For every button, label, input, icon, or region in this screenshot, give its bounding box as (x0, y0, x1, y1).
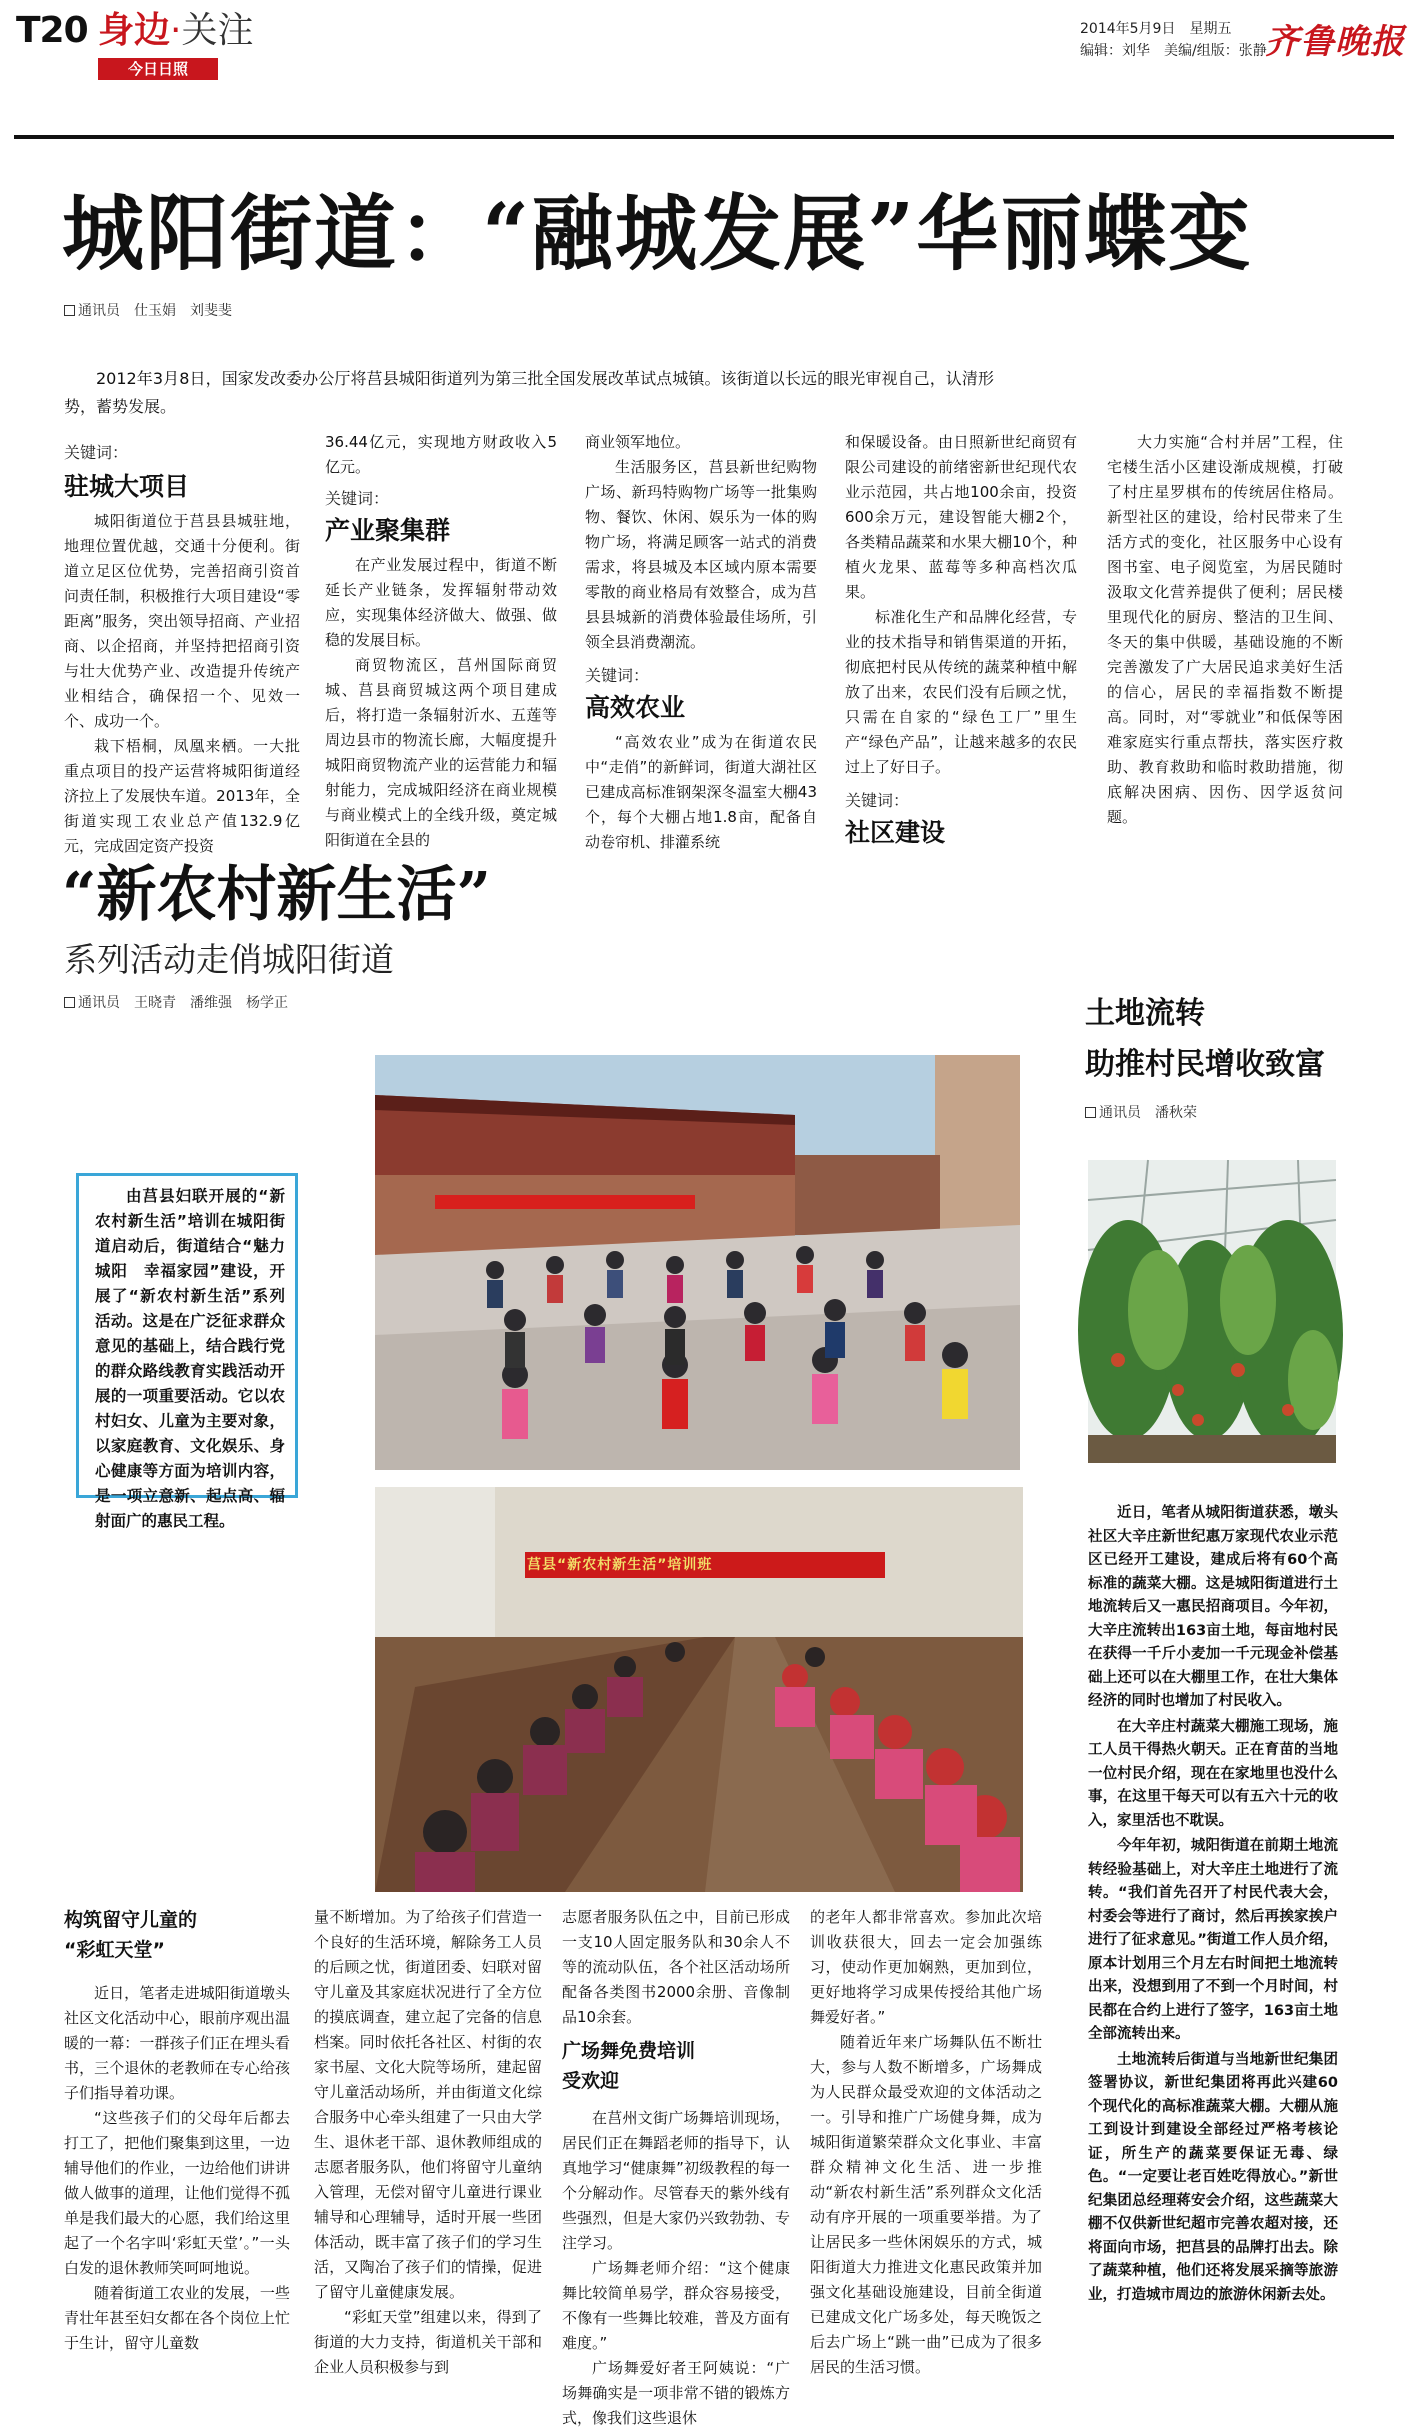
feature-callout (76, 1173, 298, 1530)
section-sub: 今日日照 (127, 60, 188, 78)
feature-col-2 (314, 1905, 542, 2375)
header-rule (14, 135, 1394, 139)
col2-text2: 在产业发展过程中，街道不断延长产业链条，发挥辐射带动效应，实现集体经济做大、做强、做稳的发展目标。 (325, 556, 557, 649)
col5-text: 大力实施“合村并居”工程，住宅楼生活小区建设渐成规模，打破了村庄星罗棋布的传统居住格局。新型社区的建设，给村民带来了生活方式的变化，社区服务中心设有图书室、电子阅览室，为居民随时汲取文化营养提供了便利；居民楼里现代化的厨房、整洁的卫生间、冬天的集中供暖，基础设施的不断完善激发了广大居民追求美好生活的信心，居民的幸福指数不断提高。同时，对“零就业”和低保等困难家庭实行重点帮扶，落实医疗救助、教育救助和临时救助措施，彻底解决困病、因伤、因学返贫问题。 (1107, 433, 1343, 826)
side-headline-b: 助推村民增收致富 (1085, 1047, 1325, 1082)
header-meta (1080, 18, 1267, 62)
byline-box-icon (64, 305, 75, 316)
section-light: 关注 (181, 10, 254, 51)
b1-text3: 随着街道工农业的发展，一些青壮年甚至妇女都在各个岗位上忙于生计，留守儿童数 (64, 2284, 290, 2352)
b3-text4: 广场舞爱好者王阿姨说：“广场舞确实是一项非常不错的锻炼方式，像我们这些退休 (562, 2359, 790, 2427)
section-sub-bar (98, 58, 218, 80)
sub2-title-a: 广场舞免费培训 (562, 2040, 696, 2062)
photo-greenhouse (1088, 1160, 1336, 1463)
kw3-label: 关键词： (585, 666, 650, 685)
editor-credit: 编辑：刘华 (1080, 43, 1150, 59)
callout-text: 由莒县妇联开展的“新农村新生活”培训在城阳街道启动后，街道结合“魅力城阳 幸福家园”建设，开展了“新农村新生活”系列活动。这是在广泛征求群众意见的基础上，结合践行党的群众路线教育实践活动开展的一项重要活动。它以农村妇女、儿童为主要对象，以家庭教育、文化娱乐、身心健康等方面为培训内容，是一项立意新、起点高、辐射面广的惠民工程。 (95, 1187, 285, 1530)
byline-box-icon (64, 997, 75, 1008)
feature-col-1 (64, 1905, 290, 2375)
lead-col-1 (64, 440, 300, 855)
b2-text2: “彩虹天堂”组建以来，得到了街道的大力支持，街道机关干部和企业人员积极参与到 (314, 2308, 542, 2376)
photo-training-class (375, 1487, 1023, 1892)
b3-text: 志愿者服务队伍之中，目前已形成一支10人固定服务队和30余人不等的流动队伍，各个社区活动场所配备各类图书2000余册、音像制品10余套。 (562, 1908, 790, 2026)
issue-weekday: 星期五 (1189, 21, 1232, 37)
lead-headline: 城阳街道：“融城发展”华丽蝶变 (62, 186, 1253, 282)
feature-subhead: 系列活动走俏城阳街道 (64, 940, 394, 979)
kw2-title: 产业聚集群 (325, 516, 451, 545)
col1-text: 城阳街道位于莒县县城驻地，地理位置优越，交通十分便利。街道立足区位优势，完善招商引资首问责任制，积极推行大项目建设“零距离”服务，突出领导招商、产业招商、以企招商，并坚持把招商引资与壮大优势产业、改造提升传统产业相结合，确保招一个、见效一个、成功一个。 (64, 512, 300, 730)
side-text4: 土地流转后街道与当地新世纪集团签署协议，新世纪集团将再此兴建60个现代化的高标准蔬菜大棚。大棚从施工到设计到建设全部经过严格考核论证，所生产的蔬菜要保证无毒、绿色。“一定要让老百姓吃得放心。”新世纪集团总经理蒋安会介绍，这些蔬菜大棚不仅供新世纪超市完善农超对接，还将面向市场，把莒县的品牌打出去。除了蔬菜种植，他们还将发展采摘等旅游业，打造城市周边的旅游休闲新去处。 (1088, 2051, 1338, 2303)
col1-text2: 栽下梧桐，凤凰来栖。一大批重点项目的投产运营将城阳街道经济拉上了发展快车道。2013年，全街道实现工农业总产值132.9亿元，完成固定资产投资 (64, 737, 300, 855)
side-byline-text: 通讯员 潘秋荣 (1099, 1105, 1197, 1121)
side-headline-a: 土地流转 (1085, 996, 1205, 1031)
section-bold: 身边 (98, 10, 171, 51)
side-text1: 近日，笔者从城阳街道获悉，墩头社区大辛庄新世纪惠万家现代农业示范区已经开工建设，建成后将有60个高标准的蔬菜大棚。这是城阳街道进行土地流转后又一惠民招商项目。今年初，大辛庄流转出163亩土地，每亩地村民在获得一千斤小麦加一千元现金补偿基础上还可以在大棚里工作，在壮大集体经济的同时也增加了村民收入。 (1088, 1505, 1338, 1709)
side-text3: 今年年初，城阳街道在前期土地流转经验基础上，对大辛庄土地进行了流转。“我们首先召开了村民代表大会，村委会等进行了商讨，然后再挨家挨户进行了征求意见。”街道工作人员介绍，原本计划用三个月左右时间把土地流转出来，没想到用了不到一个月时间，村民都在合约上进行了签字，163亩土地全部流转出来。 (1088, 1838, 1338, 2042)
lead-col-4 (845, 430, 1077, 847)
issue-date: 2014年5月9日 (1080, 21, 1176, 37)
b3-text2: 在莒州文街广场舞培训现场，居民们正在舞蹈老师的指导下，认真地学习“健康舞”初级教程的每一个分解动作。尽管春天的紫外线有些强烈，但是大家仍兴致勃勃、专注学习。 (562, 2109, 790, 2252)
kw2-label: 关键词： (325, 489, 390, 508)
photo2-banner: 莒县“新农村新生活”培训班 (527, 1557, 713, 1573)
photo-square-dance (375, 1055, 1020, 1470)
lead-col-2 (325, 430, 557, 849)
page-header (0, 0, 1409, 100)
byline-box-icon (1085, 1107, 1096, 1118)
kw1-title: 驻城大项目 (64, 472, 190, 501)
kw1-label: 关键词： (64, 443, 129, 462)
kw3-title: 高效农业 (585, 693, 686, 722)
masthead-logo: 齐鲁晚报 (1265, 22, 1405, 62)
col3-text3: “高效农业”成为在街道农民中“走俏”的新鲜词，街道大湖社区已建成高标准钢架深冬温室大棚43个，每个大棚占地1.8亩，配备自动卷帘机、排灌系统 (585, 733, 817, 851)
sub1-title-a: 构筑留守儿童的 (64, 1909, 198, 1931)
square-dance-image (375, 1055, 1020, 1470)
sub2-title-b: 受欢迎 (562, 2070, 620, 2092)
b4-text2: 随着近年来广场舞队伍不断壮大，参与人数不断增多，广场舞成为人民群众最受欢迎的文体活动之一。引导和推广广场健身舞，成为城阳街道繁荣群众文化事业、丰富群众精神文化生活、进一步推动“新农村新生活”系列群众文化活动有序开展的一项重要举措。为了让居民多一些休闲娱乐的方式，城阳街道大力推进文化惠民政策并加强文化基础设施建设，目前全街道已建成文化广场多处，每天晚饭之后去广场上“跳一曲”已成为了很多居民的生活习惯。 (810, 2033, 1042, 2376)
designer-credit: 美编/组版：张静 (1164, 43, 1267, 59)
side-byline (1085, 1102, 1197, 1122)
section-title (98, 10, 253, 52)
lead-col-5 (1107, 430, 1343, 825)
greenhouse-image (1088, 1160, 1336, 1463)
feature-byline (64, 992, 288, 1012)
feature-byline-text: 通讯员 王晓青 潘维强 杨学正 (78, 995, 288, 1011)
side-text2: 在大辛庄村蔬菜大棚施工现场，施工人员干得热火朝天。正在育苗的当地一位村民介绍，现在在家地里也没什么事，在这里干每天可以有五六十元的收入，家里活也不耽误。 (1088, 1718, 1338, 1829)
lead-byline-text: 通讯员 仕玉娟 刘斐斐 (78, 303, 232, 319)
kw4-label: 关键词： (845, 791, 910, 810)
col4-text: 和保暖设备。由日照新世纪商贸有限公司建设的前绪密新世纪现代农业示范园，共占地100余亩，投资600余万元，建设智能大棚2个，各类精品蔬菜和水果大棚10个，种植火龙果、蓝莓等多种高档次瓜果。 (845, 433, 1077, 601)
b4-text: 的老年人都非常喜欢。参加此次培训收获很大，回去一定会加强练习，使动作更加娴熟，更加到位，更好地将学习成果传授给其他广场舞爱好者。” (810, 1908, 1042, 2026)
feature-col-3 (562, 1905, 790, 2427)
col4-text2: 标准化生产和品牌化经营，专业的技术指导和销售渠道的开拓，彻底把村民从传统的蔬菜种植中解放了出来，农民们没有后顾之忧，只需在自家的“绿色工厂”里生产“绿色产品”，让越来越多的农民过上了好日子。 (845, 608, 1077, 776)
side-body (1088, 1502, 1338, 2382)
col3-text: 商业领军地位。 (585, 433, 691, 451)
lead-byline (64, 300, 232, 320)
b2-text: 量不断增加。为了给孩子们营造一个良好的生活环境，解除务工人员的后顾之忧，街道团委、妇联对留守儿童及其家庭状况进行了全方位的摸底调查，建立起了完备的信息档案。同时依托各社区、村街的农家书屋、文化大院等场所，建起留守儿童活动场所，并由街道文化综合服务中心牵头组建了一只由大学生、退休老干部、退休教师组成的志愿者服务队，他们将留守儿童纳入管理，无偿对留守儿童进行课业辅导和心理辅导，适时开展一些团体活动，既丰富了孩子们的学习生活，又陶冶了孩子们的情操，促进了留守儿童健康发展。 (314, 1908, 542, 2301)
kw4-title: 社区建设 (845, 818, 946, 847)
lead-intro: 2012年3月8日，国家发改委办公厅将莒县城阳街道列为第三批全国发展改革试点城镇。该街道以长远的眼光审视自己，认清形势，蓄势发展。 (64, 369, 994, 416)
b1-text2: “这些孩子们的父母年后都去打工了，把他们聚集到这里，一边辅导他们的作业，一边给他们讲讲做人做事的道理，让他们觉得不孤单是我们最大的心愿，我们给这里起了一个名字叫‘彩虹天堂’。”一头白发的退休教师笑呵呵地说。 (64, 2109, 290, 2277)
col3-text2: 生活服务区，莒县新世纪购物广场、新玛特购物广场等一批集购物、餐饮、休闲、娱乐为一体的购物广场，将满足顾客一站式的消费需求，将县城及本区域内原本需要零散的商业格局有效整合，成为莒县县城新的消费体验最佳场所，引领全县消费潮流。 (585, 458, 817, 651)
col2-text3: 商贸物流区，莒州国际商贸城、莒县商贸城这两个项目建成后，将打造一条辐射沂水、五莲等周边县市的物流长廊，大幅度提升城阳商贸物流产业的运营能力和辐射能力，完成城阳经济在商业规模与商业模式上的全线升级，奠定城阳街道在全县的 (325, 656, 557, 849)
page-number: T20 (16, 10, 88, 51)
col2-text: 36.44亿元，实现地方财政收入5亿元。 (325, 433, 557, 476)
b1-text: 近日，笔者走进城阳街道墩头社区文化活动中心，眼前序观出温暖的一幕：一群孩子们正在埋头看书，三个退休的老教师在专心给孩子们指导着功课。 (64, 1984, 290, 2102)
b3-text3: 广场舞老师介绍：“这个健康舞比较简单易学，群众容易接受，不像有一些舞比较难，普及方面有难度。” (562, 2259, 790, 2352)
training-class-image (375, 1487, 1023, 1892)
feature-col-4 (810, 1905, 1042, 2375)
feature-headline: “新农村新生活” (62, 860, 492, 930)
lead-col-3 (585, 430, 817, 851)
sub1-title-b: “彩虹天堂” (64, 1939, 165, 1961)
section-dot: · (170, 10, 182, 51)
